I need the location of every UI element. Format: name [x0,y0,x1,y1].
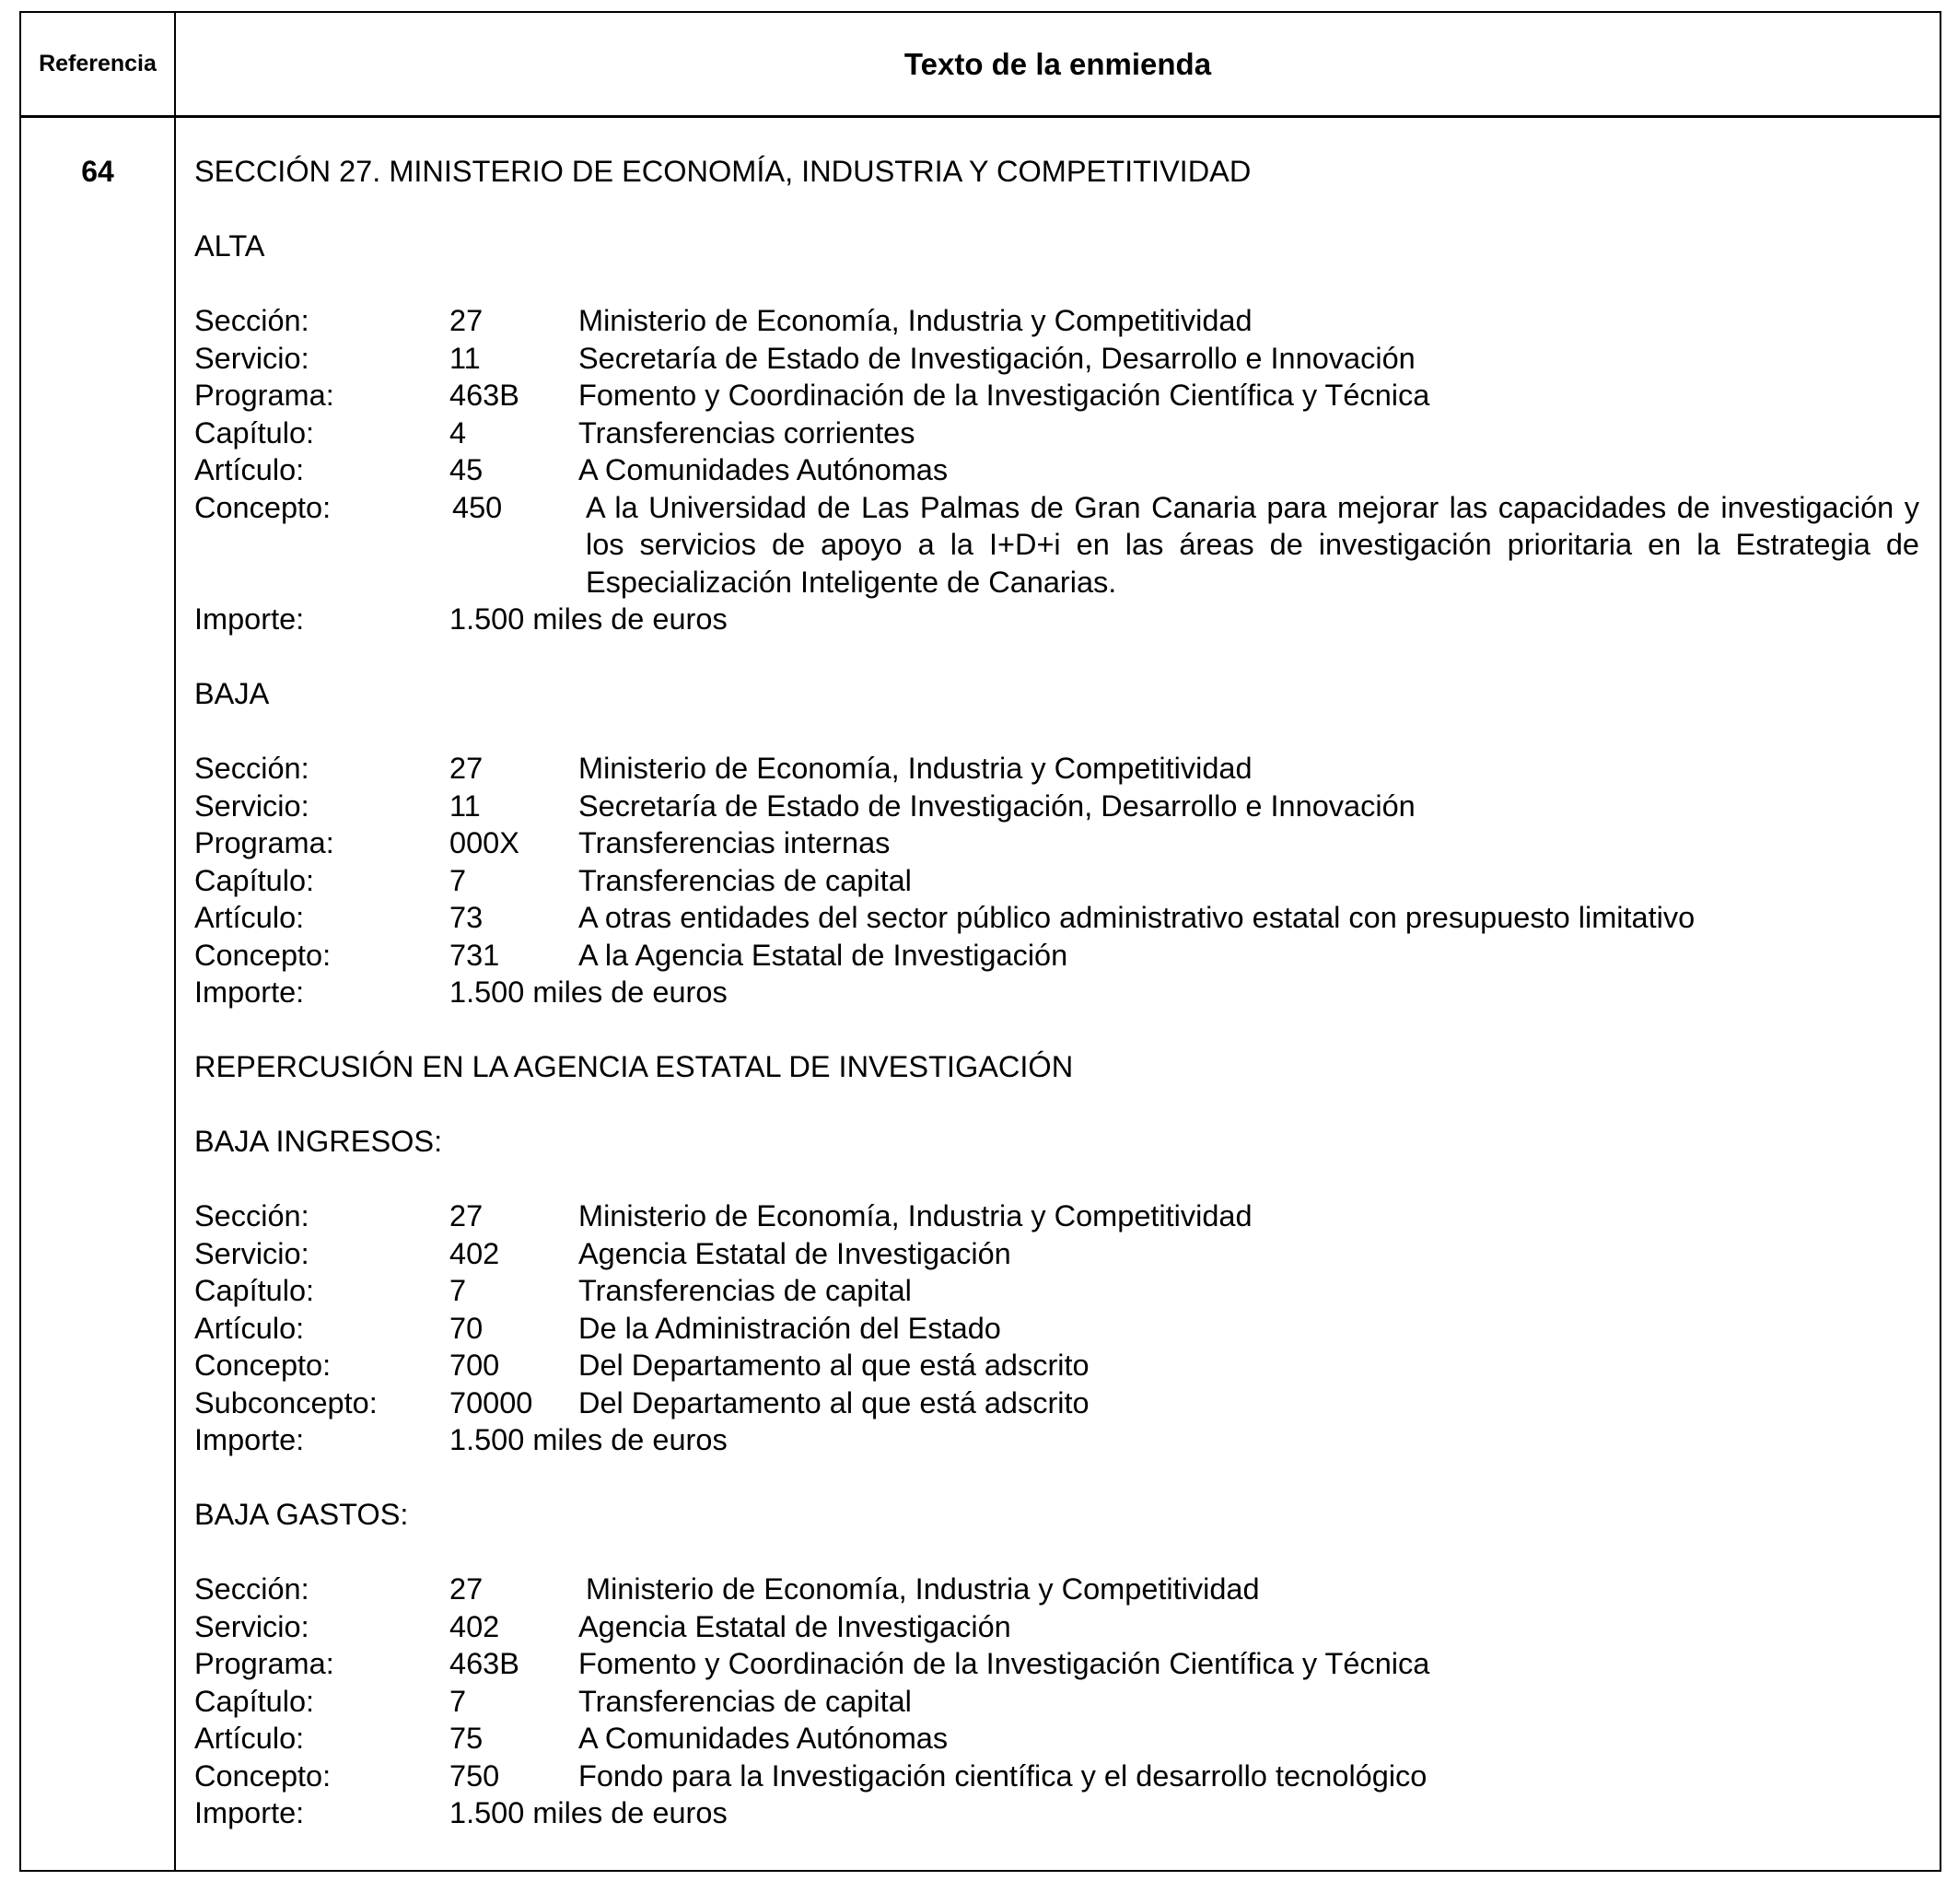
row-desc: Del Departamento al que está adscrito [578,1349,1090,1382]
amendment-table [19,11,1941,1872]
amendment-content [194,153,1919,1832]
row-desc: Ministerio de Economía, Industria y Competitividad [578,752,1253,785]
row-label: Sección: [194,304,309,337]
baja-ingresos-block [194,1197,1919,1459]
row-label: Subconcepto: [194,1385,378,1419]
column-divider [174,13,176,1870]
row-desc: A la Agencia Estatal de Investigación [578,938,1068,972]
header-amendment-text: Texto de la enmienda [903,46,1212,81]
row-desc: Transferencias internas [578,826,891,859]
row-code: 463B [449,379,519,412]
ingresos-row [194,1347,1919,1384]
row-code: 000X [449,826,519,859]
row-label: Programa: [194,1647,334,1680]
importe-label: Importe: [194,975,305,1009]
row-desc: Agencia Estatal de Investigación [578,1609,1011,1643]
ingresos-row [194,1272,1919,1310]
baja-block [194,750,1919,1011]
importe-value: 1.500 miles de euros [449,602,728,636]
importe-label: Importe: [194,1423,305,1456]
row-desc: Transferencias de capital [578,863,912,897]
baja-gastos-block [194,1571,1919,1832]
header-reference: Referencia [39,51,157,76]
gastos-row [194,1645,1919,1683]
row-label: Servicio: [194,1236,309,1270]
baja-row [194,824,1919,862]
row-desc: A otras entidades del sector público administrativo estatal con presupuesto limitativo [578,901,1696,934]
row-code: 750 [449,1758,500,1793]
row-code: 11 [449,788,481,823]
header-divider [21,115,1940,118]
row-code: 402 [449,1609,500,1643]
row-code: 75 [449,1722,484,1755]
row-code: 45 [449,453,484,486]
alta-row [194,340,1919,378]
importe-label: Importe: [194,1796,305,1829]
importe-value: 1.500 miles de euros [449,1423,728,1456]
alta-row [194,377,1919,415]
row-desc: Transferencias corrientes [578,415,915,450]
row-code: 4 [449,415,467,450]
baja-importe [194,974,1919,1011]
row-code: 27 [449,752,484,785]
row-desc: A Comunidades Autónomas [578,453,949,486]
row-desc: De la Administración del Estado [578,1311,1001,1345]
row-label: Capítulo: [194,1274,315,1307]
row-label: Artículo: [194,1722,305,1755]
row-code: 70 [449,1311,484,1345]
row-code: 27 [449,1572,484,1606]
ingresos-row [194,1384,1919,1422]
baja-gastos-heading: BAJA GASTOS: [194,1498,409,1531]
alta-row-concepto [194,489,1919,602]
row-label: Servicio: [194,788,309,823]
row-label: Servicio: [194,341,309,375]
baja-heading: BAJA [194,677,270,710]
importe-label: Importe: [194,602,305,636]
row-code: 70000 [449,1385,533,1419]
row-code: 7 [449,1684,467,1718]
row-label: Concepto: [194,1758,332,1793]
gastos-row [194,1571,1919,1608]
row-desc: Ministerio de Economía, Industria y Competitividad [578,304,1253,337]
row-label: Artículo: [194,901,305,934]
row-code: 7 [449,1274,467,1307]
importe-value: 1.500 miles de euros [449,1796,728,1829]
ingresos-row [194,1197,1919,1235]
row-code: 463B [449,1647,519,1680]
row-desc: Fomento y Coordinación de la Investigación Científica y Técnica [578,379,1430,412]
ingresos-row [194,1310,1919,1348]
row-code: 73 [449,901,484,934]
row-label: Concepto: [194,938,332,972]
row-code: 450 [452,490,503,524]
row-code: 402 [449,1236,500,1270]
row-desc: Transferencias de capital [578,1274,912,1307]
row-code: 7 [449,863,467,897]
alta-block [194,302,1919,638]
alta-importe [194,601,1919,638]
row-desc: Secretaría de Estado de Investigación, Desarrollo e Innovación [578,788,1416,823]
alta-heading: ALTA [194,229,265,263]
row-code: 27 [449,1199,484,1232]
baja-row [194,750,1919,788]
row-label: Capítulo: [194,1684,315,1718]
alta-row [194,302,1919,340]
baja-row [194,899,1919,937]
repercusion-heading: REPERCUSIÓN EN LA AGENCIA ESTATAL DE INVESTIGACIÓN [194,1050,1074,1083]
row-desc: Secretaría de Estado de Investigación, Desarrollo e Innovación [578,341,1416,375]
ingresos-importe [194,1421,1919,1459]
row-label: Sección: [194,1572,309,1606]
row-code: 27 [449,304,484,337]
row-label: Capítulo: [194,415,315,450]
row-code: 700 [449,1349,500,1382]
gastos-row [194,1683,1919,1721]
row-label: Artículo: [194,1311,305,1345]
row-desc: Fondo para la Investigación científica y el desarrollo tecnológico [578,1758,1428,1793]
row-code: 11 [449,341,481,375]
baja-row [194,862,1919,900]
gastos-row [194,1720,1919,1758]
ingresos-row [194,1235,1919,1273]
row-code: 731 [449,938,500,972]
row-desc: Transferencias de capital [578,1684,912,1718]
section-title: SECCIÓN 27. MINISTERIO DE ECONOMÍA, INDUSTRIA Y COMPETITIVIDAD [194,155,1252,188]
gastos-row [194,1608,1919,1646]
row-desc: Fomento y Coordinación de la Investigación Científica y Técnica [578,1647,1430,1680]
baja-row [194,788,1919,825]
row-label: Concepto: [194,1349,332,1382]
row-label: Servicio: [194,1609,309,1643]
row-label: Programa: [194,826,334,859]
alta-row [194,451,1919,489]
row-label: Sección: [194,752,309,785]
reference-number: 64 [81,155,114,188]
row-desc: Del Departamento al que está adscrito [578,1385,1090,1419]
row-desc: Agencia Estatal de Investigación [578,1236,1011,1270]
importe-value: 1.500 miles de euros [449,975,728,1009]
row-label: Concepto: [194,490,332,524]
baja-row [194,937,1919,975]
gastos-importe [194,1794,1919,1832]
baja-ingresos-heading: BAJA INGRESOS: [194,1125,443,1158]
row-label: Capítulo: [194,863,315,897]
row-desc: Ministerio de Economía, Industria y Competitividad [586,1572,1260,1606]
row-label: Sección: [194,1199,309,1232]
row-label: Programa: [194,379,334,412]
gastos-row [194,1758,1919,1795]
row-desc: Ministerio de Economía, Industria y Competitividad [578,1199,1253,1232]
row-desc: A Comunidades Autónomas [578,1722,949,1755]
alta-row [194,415,1919,452]
row-desc: A la Universidad de Las Palmas de Gran Canaria para mejorar las capacidades de investigación y los servicios de apoyo a la I+D+i en las áreas de investigación prioritaria en la Estrategia de Especialización Inteligente de Canarias. [586,490,1919,599]
row-label: Artículo: [194,453,305,486]
